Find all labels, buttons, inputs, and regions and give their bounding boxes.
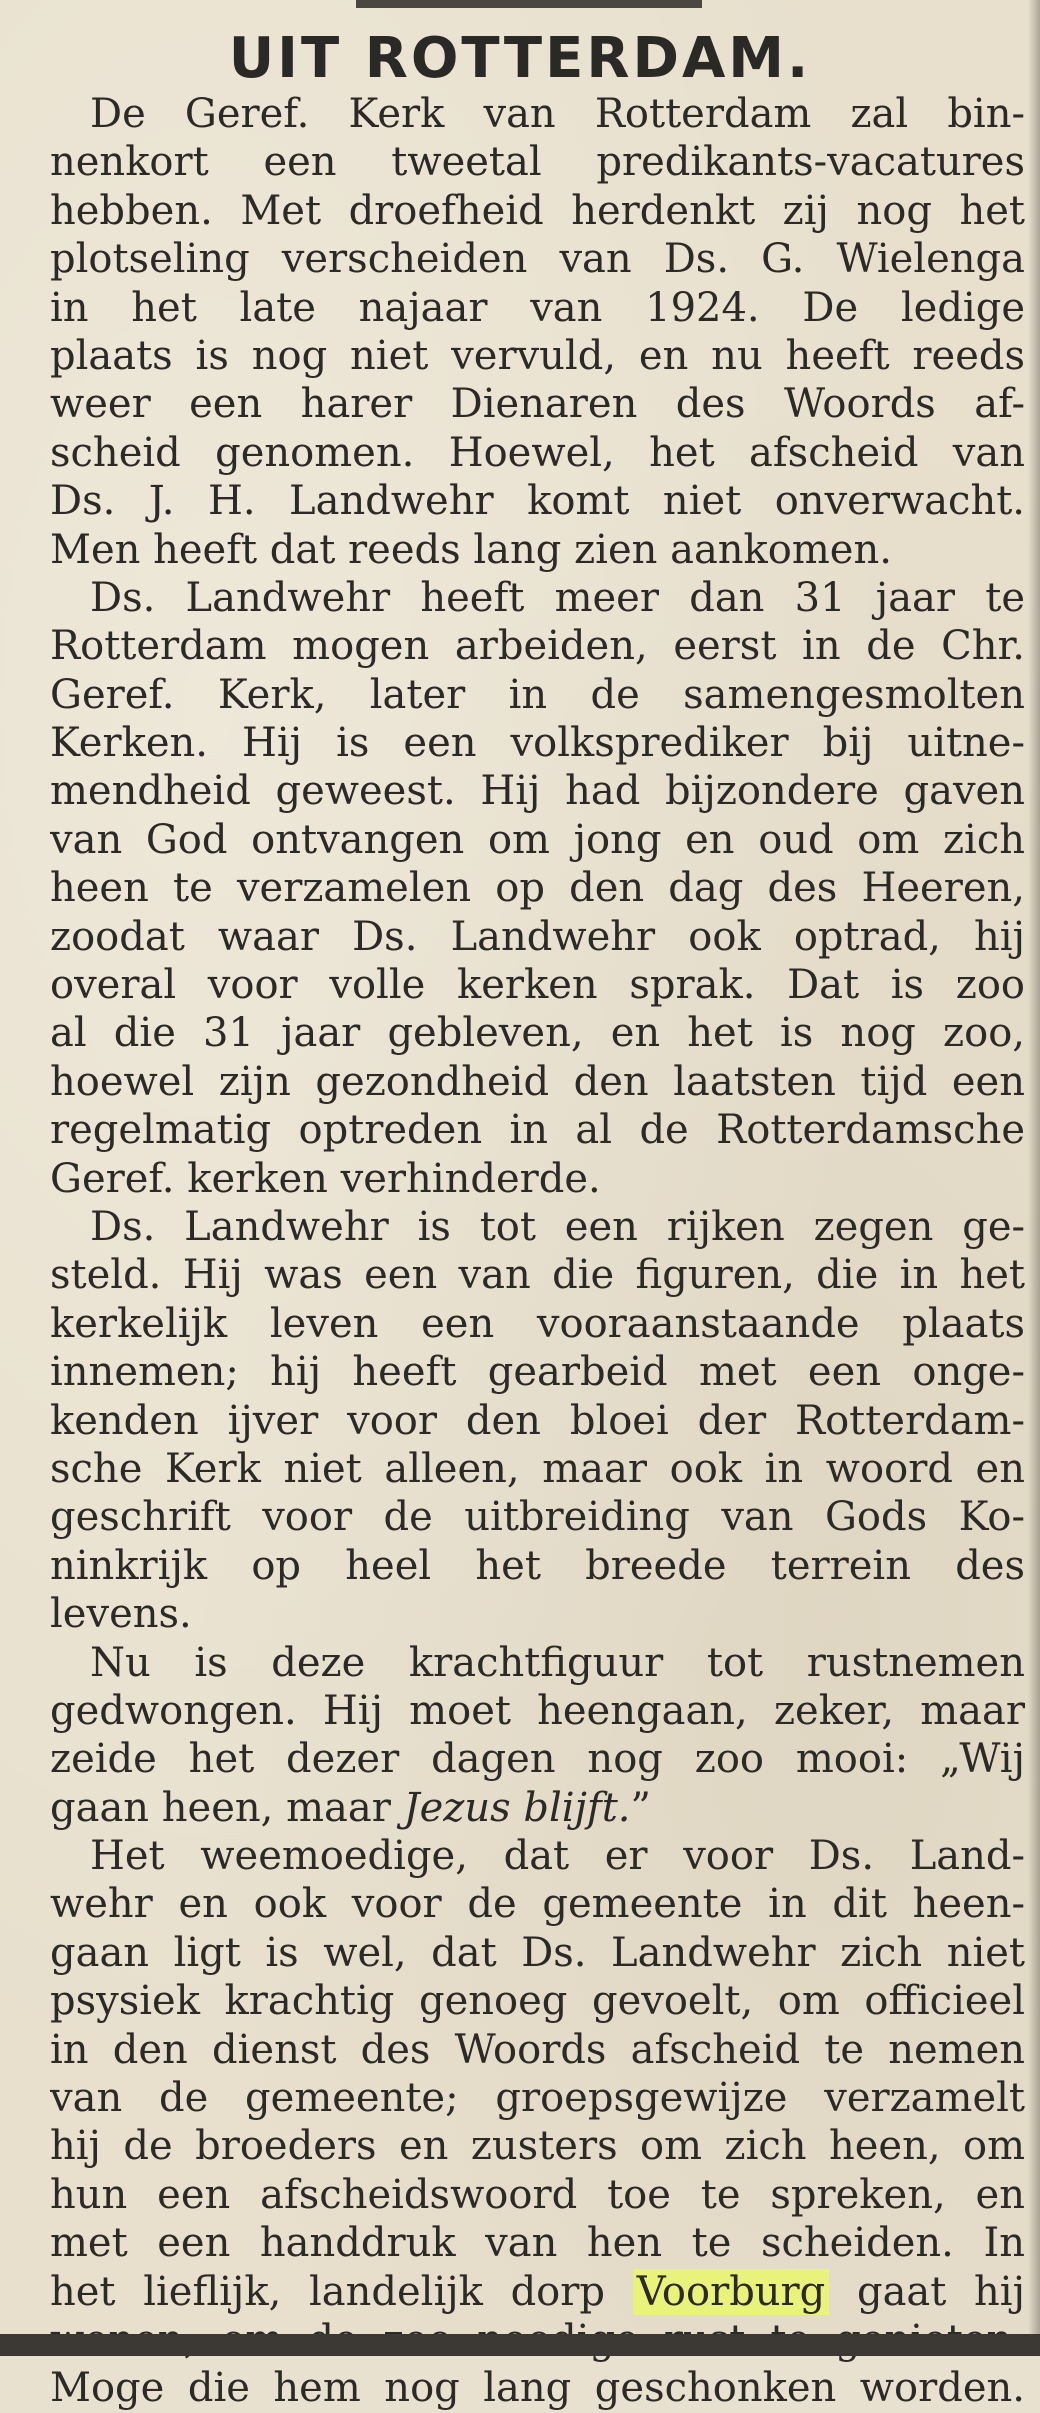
line-text: mendheid geweest. Hij had bijzondere gaven <box>50 768 1025 815</box>
line-text: het lieflijk, landelijk dorp <box>50 2268 633 2315</box>
line-text: Ds. Landwehr is tot een rijken zegen ge- <box>90 1203 1025 1250</box>
line-text: plaats is nog niet vervuld, en nu heeft reeds <box>50 332 1025 379</box>
text-line <box>50 1203 1025 1251</box>
line-text: van God ontvangen om jong en oud om zich <box>50 816 1025 863</box>
line-text: wehr en ook voor de gemeente in dit heen- <box>50 1881 1025 1928</box>
page-edge-shadow <box>1028 0 1040 2356</box>
line-text-after: ” <box>630 1784 651 1831</box>
text-line <box>50 2122 1025 2170</box>
line-text: overal voor volle kerken sprak. Dat is zoo <box>50 962 1025 1009</box>
italic-quote: Jezus blijft. <box>403 1784 631 1831</box>
line-text: Rotterdam mogen arbeiden, eerst in de Chr. <box>50 623 1025 670</box>
line-text: Ds. J. H. Landwehr komt niet onverwacht. <box>50 478 1025 525</box>
text-line <box>50 1348 1025 1396</box>
line-text: kenden ijver voor den bloei der Rotterdam- <box>50 1397 1025 1444</box>
text-line <box>50 1155 1025 1203</box>
text-line <box>50 1639 1025 1687</box>
line-text: kerkelijk leven een vooraanstaande plaats <box>50 1300 1025 1347</box>
text-line <box>50 1058 1025 1106</box>
text-line <box>50 961 1025 1009</box>
line-text: Moge die hem nog lang geschonken worden. <box>50 2365 1025 2412</box>
line-text: scheid genomen. Hoewel, het afscheid van <box>50 429 1025 476</box>
text-line <box>50 1106 1025 1154</box>
line-text: van de gemeente; groepsgewijze verzamelt <box>50 2075 1025 2122</box>
text-line <box>50 138 1025 186</box>
text-line <box>50 1590 1025 1638</box>
line-text: Geref. kerken verhinderde. <box>50 1155 601 1202</box>
text-line <box>50 2026 1025 2074</box>
text-line <box>50 1977 1025 2025</box>
text-line <box>50 380 1025 428</box>
line-text: Het weemoedige, dat er voor Ds. Land- <box>90 1833 1025 1880</box>
text-line <box>50 816 1025 864</box>
text-line <box>50 622 1025 670</box>
text-line <box>50 1687 1025 1735</box>
text-line <box>50 332 1025 380</box>
line-text: innemen; hij heeft gearbeid met een onge- <box>50 1349 1025 1396</box>
text-line <box>50 1251 1025 1299</box>
line-text: steld. Hij was een van die figuren, die in het <box>50 1252 1025 1299</box>
article-body <box>50 90 1025 2413</box>
text-line <box>50 1009 1025 1057</box>
line-text: geschrift voor de uitbreiding van Gods Ko- <box>50 1494 1025 1541</box>
line-text: psysiek krachtig genoeg gevoelt, om officieel <box>50 1978 1025 2025</box>
text-line <box>50 913 1025 961</box>
text-line <box>50 284 1025 332</box>
text-line <box>50 1542 1025 1590</box>
text-line <box>50 864 1025 912</box>
text-line <box>50 2171 1025 2219</box>
line-text: sche Kerk niet alleen, maar ook in woord en <box>50 1445 1025 1492</box>
line-text-after: gaat hij <box>829 2268 1025 2315</box>
line-text: regelmatig optreden in al de Rotterdamsche <box>50 1107 1025 1154</box>
line-text: nenkort een tweetal predikants-vacatures <box>50 139 1025 186</box>
line-text: al die 31 jaar gebleven, en het is nog zoo, <box>50 1010 1025 1057</box>
line-text: heen te verzamelen op den dag des Heeren, <box>50 865 1025 912</box>
line-text: zoodat waar Ds. Landwehr ook optrad, hij <box>50 913 1025 960</box>
line-text: in den dienst des Woords afscheid te nemen <box>50 2026 1025 2073</box>
text-line <box>50 1735 1025 1783</box>
text-line <box>50 429 1025 477</box>
line-text: Men heeft dat reeds lang zien aankomen. <box>50 526 892 573</box>
text-line <box>50 1832 1025 1880</box>
line-text: hun een afscheidswoord toe te spreken, en <box>50 2171 1025 2218</box>
line-text: plotseling verscheiden van Ds. G. Wielenga <box>50 236 1025 283</box>
bottom-border <box>0 2334 1040 2356</box>
text-line <box>50 1445 1025 1493</box>
top-rule <box>356 0 702 8</box>
line-text: gaan ligt is wel, dat Ds. Landwehr zich niet <box>50 1929 1025 1976</box>
text-line <box>50 2268 1025 2316</box>
text-line <box>50 1929 1025 1977</box>
text-line <box>50 235 1025 283</box>
line-text: met een handdruk van hen te scheiden. In <box>50 2220 1025 2267</box>
text-line <box>50 719 1025 767</box>
text-line <box>50 1493 1025 1541</box>
text-line <box>50 526 1025 574</box>
line-text: ninkrijk op heel het breede terrein des <box>50 1542 1025 1589</box>
line-text: hoewel zijn gezondheid den laatsten tijd een <box>50 1058 1025 1105</box>
line-text: hebben. Met droefheid herdenkt zij nog het <box>50 187 1025 234</box>
text-line <box>50 1300 1025 1348</box>
highlighted-word: Voorburg <box>633 2269 830 2315</box>
text-line <box>50 477 1025 525</box>
article-headline: UIT ROTTERDAM. <box>228 26 812 91</box>
line-text: Kerken. Hij is een volksprediker bij uitne- <box>50 720 1025 767</box>
line-text: zeide het dezer dagen nog zoo mooi: „Wij <box>50 1736 1025 1783</box>
line-text: weer een harer Dienaren des Woords af- <box>50 381 1025 428</box>
line-text: hij de broeders en zusters om zich heen, om <box>50 2123 1025 2170</box>
line-text: Ds. Landwehr heeft meer dan 31 jaar te <box>90 574 1025 621</box>
line-text: gedwongen. Hij moet heengaan, zeker, maar <box>50 1687 1025 1734</box>
line-text: De Geref. Kerk van Rotterdam zal bin- <box>90 91 1025 137</box>
text-line <box>50 1880 1025 1928</box>
text-line <box>50 90 1025 138</box>
line-text: Nu is deze krachtfiguur tot rustnemen <box>90 1639 1025 1686</box>
text-line <box>50 671 1025 719</box>
line-text: gaan heen, maar <box>50 1784 404 1831</box>
line-text: in het late najaar van 1924. De ledige <box>50 284 1025 331</box>
text-line <box>50 187 1025 235</box>
text-line <box>50 2364 1025 2412</box>
text-line <box>50 574 1025 622</box>
text-line <box>50 2219 1025 2267</box>
text-line <box>50 1397 1025 1445</box>
line-text: levens. <box>50 1591 192 1638</box>
text-line <box>50 767 1025 815</box>
text-line <box>50 1784 1025 1832</box>
text-line <box>50 2074 1025 2122</box>
line-text: Geref. Kerk, later in de samengesmolten <box>50 671 1025 718</box>
